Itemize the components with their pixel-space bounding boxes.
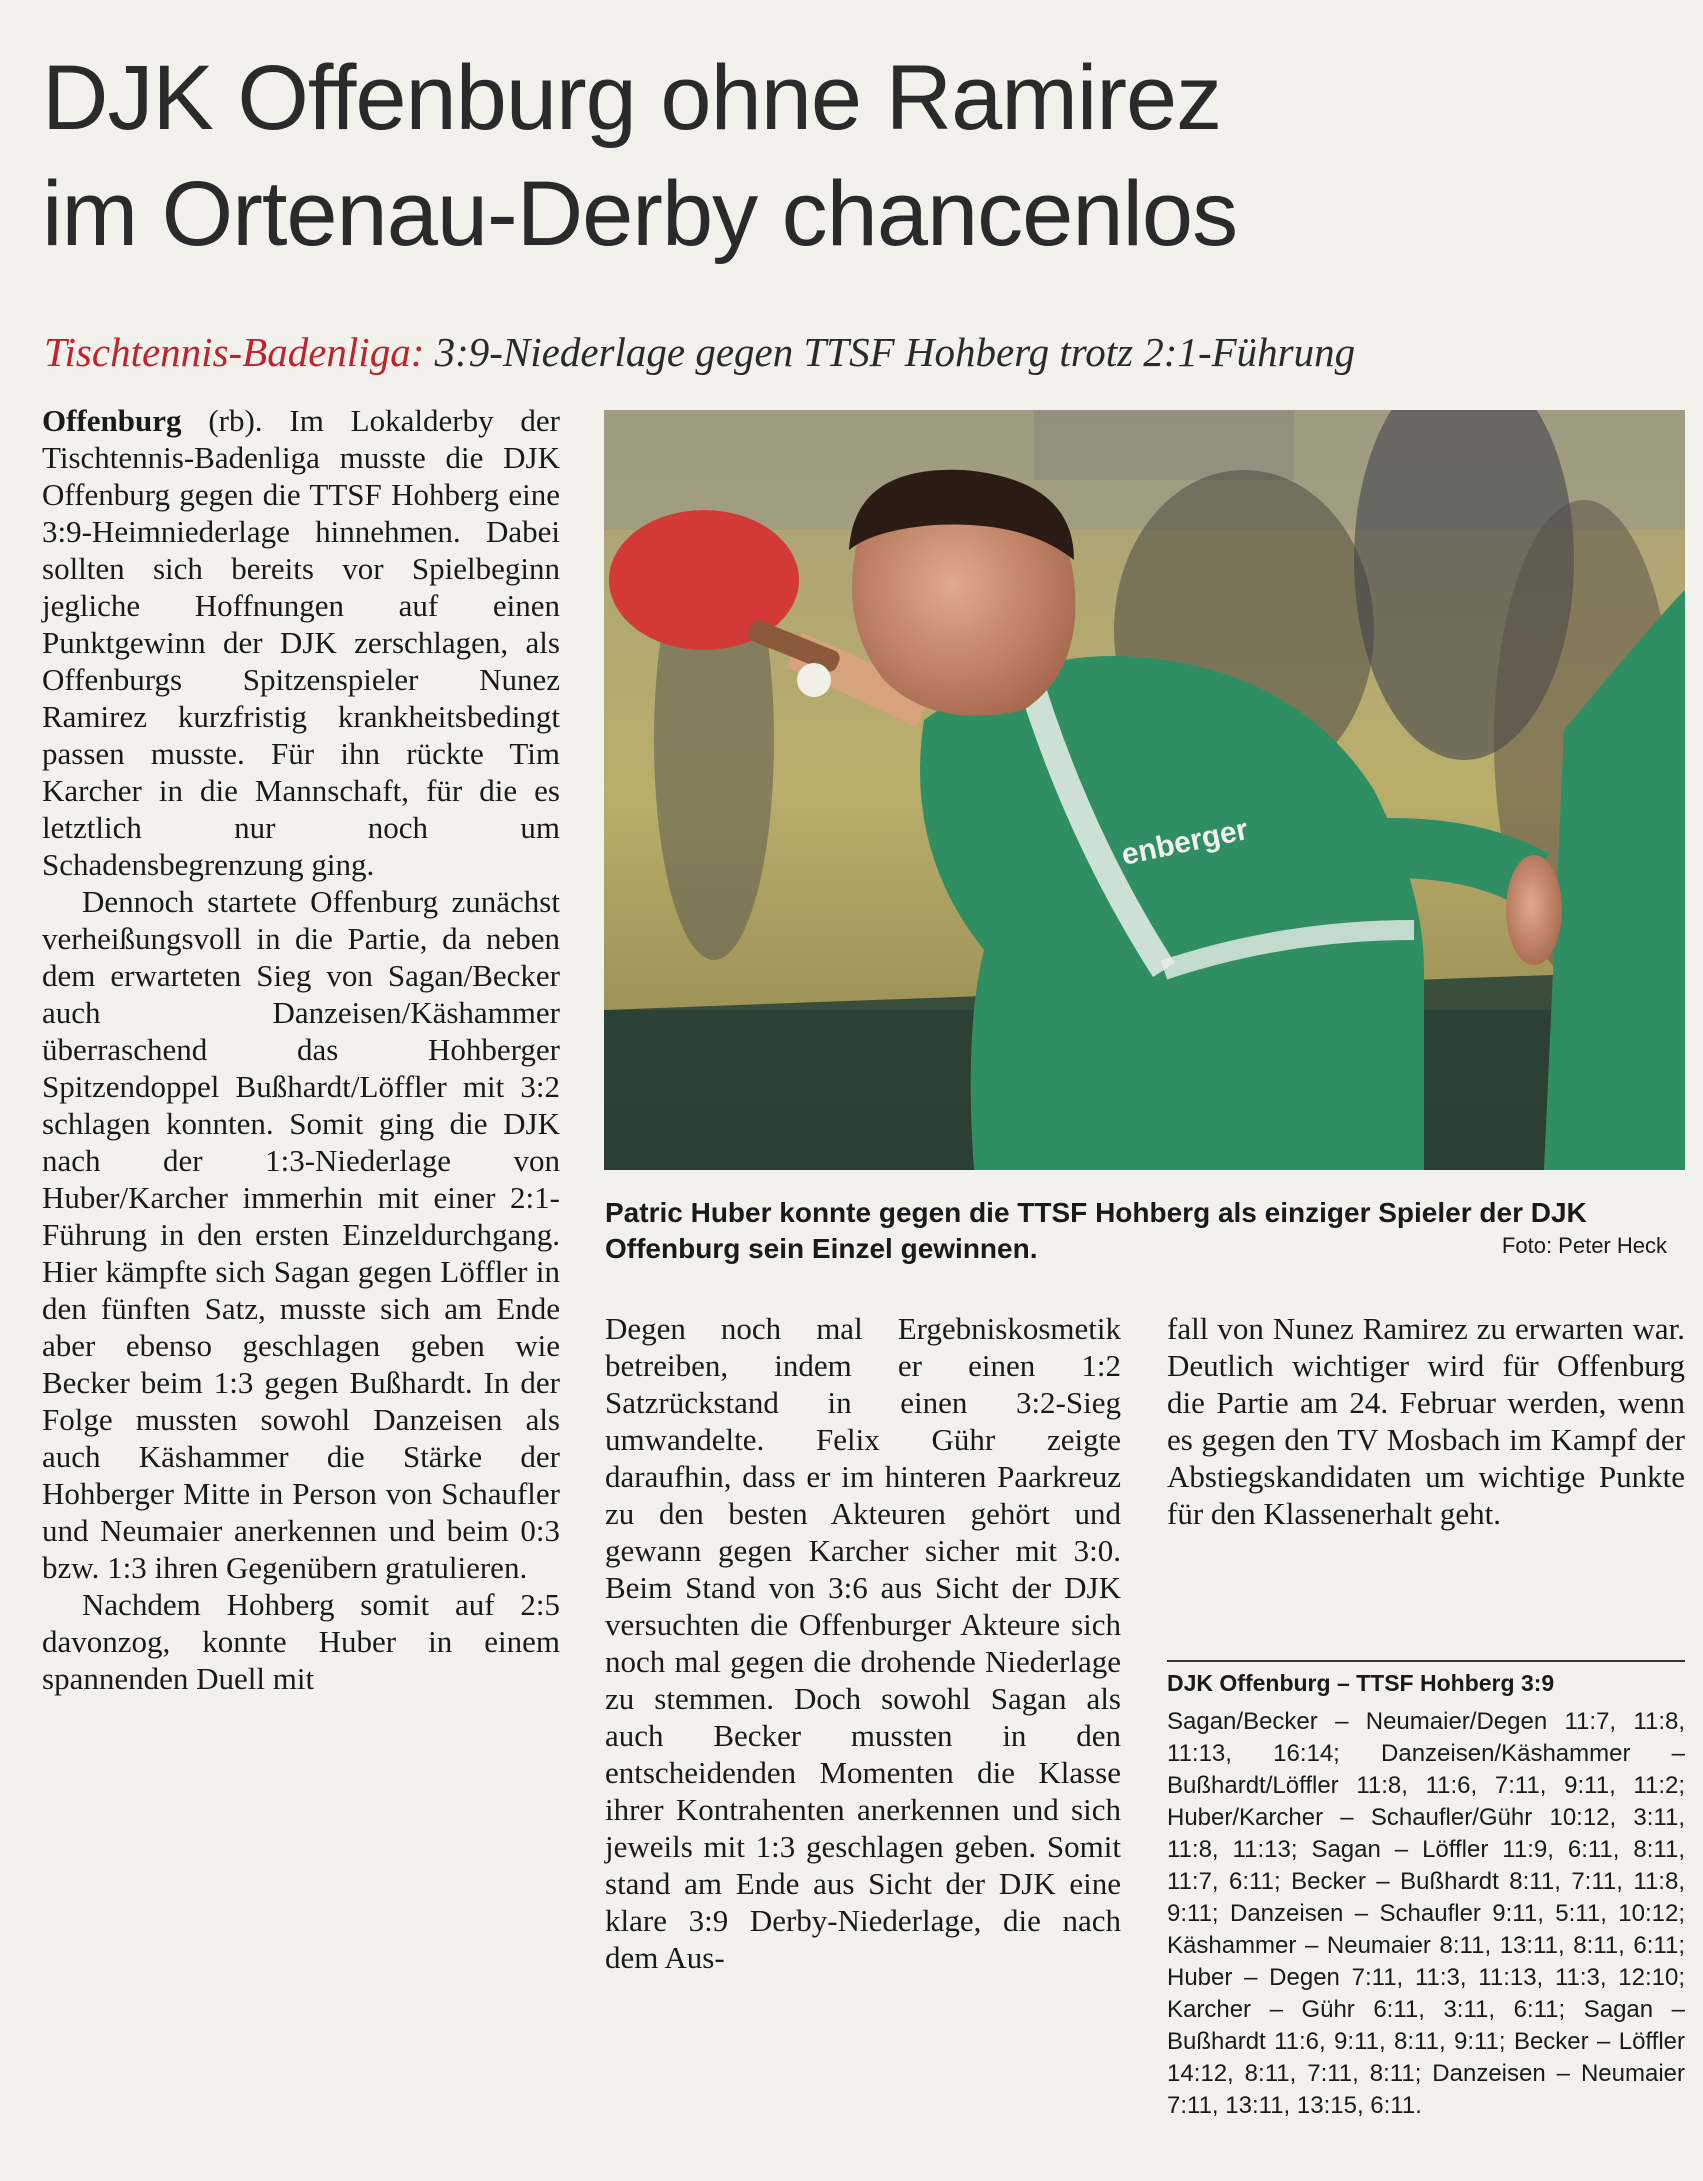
results-text: Sagan/Becker – Neumaier/Degen 11:7, 11:8, 11:13, 16:14; Danzeisen/Käshammer – Bußhardt/Löffler 11:8, 11:6, 7:11, 9:11, 11:2; Huber/Karcher – Schaufler/Gühr 10:12, 3:11, 11:8, 11:13; Sagan – Löffler 11:9, 6:11, 8:11, 11:7, 6:11; Becker – Bußhardt 8:11, 7:11, 11:8, 9:11; Danzeisen – Schaufler 9:11, 5:11, 10:12; Käshammer – Neumaier 8:11, 13:11, 8:11, 6:11; Huber – Degen 7:11, 11:3, 11:13, 11:3, 12:10; Karcher – Gühr 6:11, 3:11, 6:11; Sagan – Bußhardt 11:6, 9:11, 8:11, 9:11; Becker – Löffler 14:12, 8:11, 7:11, 8:11; Danzeisen – Neumaier 7:11, 13:11, 13:15, 6:11. [1167,1708,1685,2119]
article-column-3 [1167,1310,1685,1532]
photo-table-tennis-player [604,410,1685,1170]
article-column-2 [605,1310,1121,1976]
paragraph-4: Degen noch mal Ergebniskosmetik betreiben, indem er einen 1:2 Satzrückstand in einen 3:2-Sieg umwandelte. Felix Gühr zeigte daraufhin, dass er im hinteren Paarkreuz zu den besten Akteuren gehört und gewann gegen Karcher sicher mit 3:0. Beim Stand von 3:6 aus Sicht der DJK versuchten die Offenburger Akteure sich noch mal gegen die drohende Niederlage zu stemmen. Doch sowohl Sagan als auch Becker mussten in den entscheidenden Momenten die Klasse ihrer Kontrahenten anerkennen und sich jeweils mit 1:3 geschlagen geben. Somit stand am Ende aus Sicht der DJK eine klare 3:9 Derby-Niederlage, die nach dem Aus- [605,1311,1121,1975]
article-photo [604,410,1685,1170]
subheadline-rubric: Tischtennis-Badenliga: [44,329,425,375]
dateline: Offenburg [42,403,182,438]
headline-line-2: im Ortenau-Derby chancenlos [42,163,1238,265]
photo-caption [605,1195,1685,1267]
headline-line-1: DJK Offenburg ohne Ramirez [42,47,1222,149]
subheadline-text: 3:9-Niederlage gegen TTSF Hohberg trotz 2:1-Führung [434,329,1356,375]
paragraph-3: Nachdem Hohberg somit auf 2:5 davonzog, konnte Huber in einem spannenden Duell mit [42,1587,560,1696]
results-title: DJK Offenburg – TTSF Hohberg 3:9 [1167,1670,1555,1696]
paragraph-5: fall von Nunez Ramirez zu erwarten war. Deutlich wichtiger wird für Offenburg die Partie am 24. Februar werden, wenn es gegen den TV Mosbach im Kampf der Abstiegskandidaten um wichtige Punkte für den Klassenerhalt geht. [1167,1311,1685,1531]
photo-credit: Foto: Peter Heck [1501,1233,1667,1258]
article-column-1 [42,402,560,1697]
paragraph-2: Dennoch startete Offenburg zunächst verheißungsvoll in die Partie, da neben dem erwarteten Sieg von Sagan/Becker auch Danzeisen/Käshammer überraschend das Hohberger Spitzendoppel Bußhardt/Löffler mit 3:2 schlagen konnten. Somit ging die DJK nach der 1:3-Niederlage von Huber/Karcher immerhin mit einer 2:1-Führung in den ersten Einzeldurchgang. Hier kämpfte sich Sagan gegen Löffler in den fünften Satz, musste sich am Ende aber ebenso geschlagen geben wie Becker beim 1:3 gegen Bußhardt. In der Folge mussten sowohl Danzeisen als auch Käshammer die Stärke der Hohberger Mitte in Person von Schaufler und Neumaier anerkennen und beim 0:3 bzw. 1:3 ihren Gegenübern gratulieren. [42,884,560,1585]
paragraph-1-text: (rb). Im Lokalderby der Tischtennis-Badenliga musste die DJK Offenburg gegen die TTSF Hohberg eine 3:9-Heimniederlage hinnehmen. Dabei sollten sich bereits vor Spielbeginn jegliche Hoffnungen auf einen Punktgewinn der DJK zerschlagen, als Offenburgs Spitzenspieler Nunez Ramirez kurzfristig krankheitsbedingt passen musste. Für ihn rückte Tim Karcher in die Mannschaft, für die es letztlich nur noch um Schadensbegrenzung ging. [42,403,560,882]
jersey-sponsor-text: enberger [1118,812,1252,872]
headline [42,40,1662,272]
subheadline [44,328,1684,376]
paragraph-1 [42,402,560,883]
results-divider [1167,1660,1685,1662]
caption-text: Patric Huber konnte gegen die TTSF Hohberg als einziger Spieler der DJK Offenburg sein Einzel gewinnen. [605,1197,1587,1264]
previous-article-bleed [0,0,1703,30]
